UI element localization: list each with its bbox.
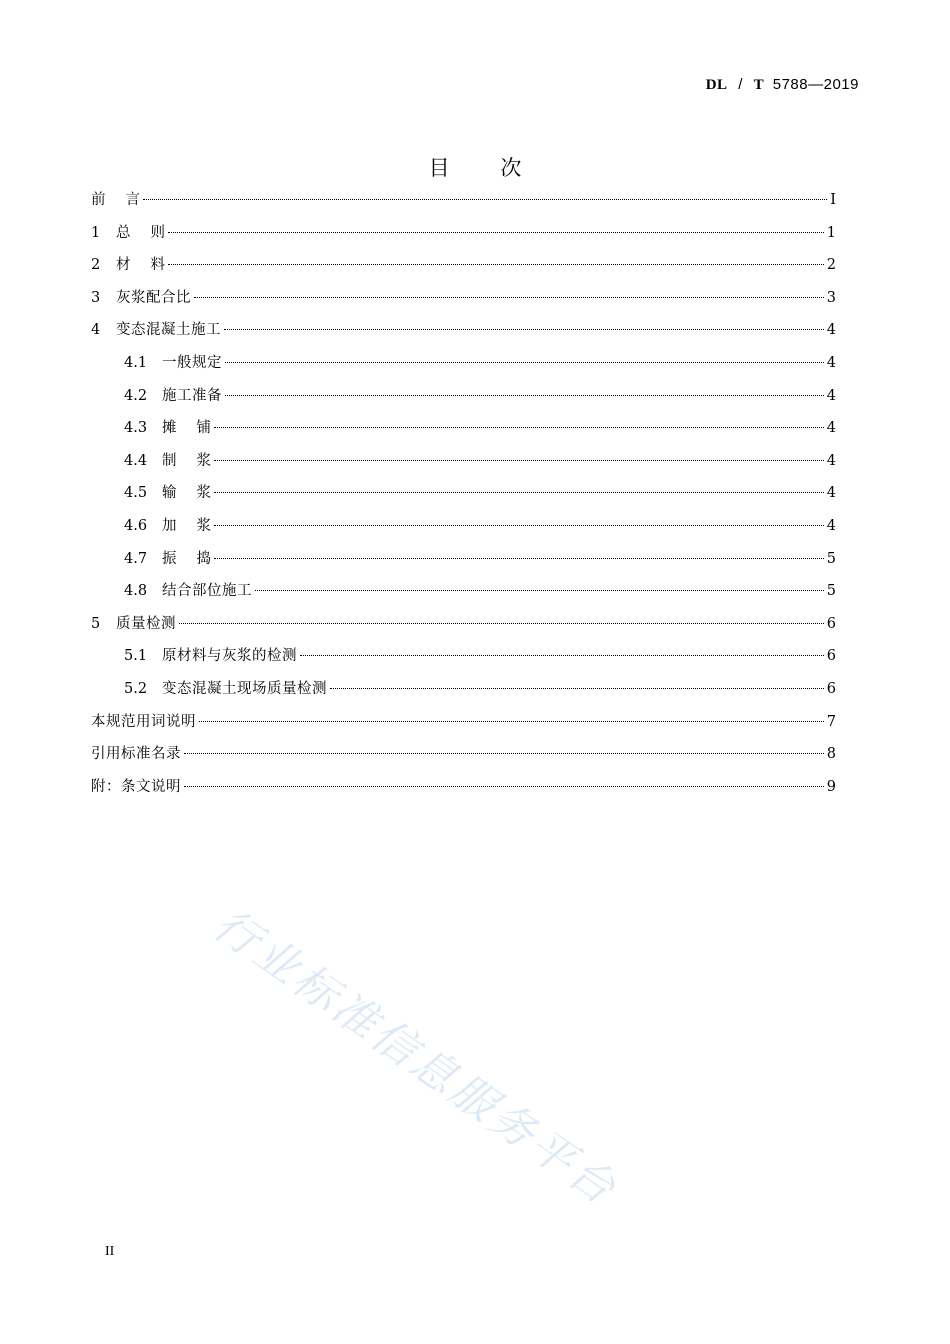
standard-code-header	[706, 76, 859, 94]
toc-entry-page: 2	[826, 257, 836, 274]
toc-entry-title: 一般规定	[162, 354, 222, 371]
toc-entry[interactable]	[91, 510, 836, 543]
toc-dot-leader	[214, 460, 824, 461]
toc-dot-leader	[225, 362, 824, 363]
page-title: 目 次	[428, 156, 544, 180]
toc-dot-leader	[194, 297, 824, 298]
toc-entry-title: 本规范用词说明	[91, 713, 196, 730]
toc-entry-title: 总则	[116, 224, 185, 241]
toc-entry-title: 输浆	[162, 485, 231, 502]
toc-entry-page: 4	[826, 420, 836, 437]
toc-entry-number: 5.2	[124, 680, 148, 697]
toc-entry[interactable]	[91, 347, 836, 380]
toc-entry-title: 结合部位施工	[162, 583, 252, 600]
toc-entry-title: 原材料与灰浆的检测	[162, 648, 297, 665]
toc-entry-number: 2	[91, 257, 101, 274]
toc-entry-page: 6	[826, 648, 836, 665]
toc-entry-title: 质量检测	[116, 615, 176, 632]
toc-entry[interactable]	[91, 640, 836, 673]
toc-entry-title: 引用标准名录	[91, 746, 181, 763]
toc-entry-number: 5.1	[124, 648, 148, 665]
toc-dot-leader	[300, 655, 824, 656]
toc-entry-page: 4	[826, 387, 836, 404]
toc-entry-page: 5	[826, 550, 836, 567]
toc-entry-number: 4.3	[124, 420, 148, 437]
toc-dot-leader	[225, 395, 824, 396]
toc-entry-page: 5	[826, 583, 836, 600]
standard-year: 2019	[823, 76, 859, 93]
toc-entry[interactable]	[91, 706, 836, 739]
toc-entry-page: 4	[826, 452, 836, 469]
page-number: II	[105, 1244, 115, 1259]
toc-entry[interactable]	[91, 217, 836, 250]
toc-entry[interactable]	[91, 282, 836, 315]
toc-entry-title: 变态混凝土现场质量检测	[162, 680, 327, 697]
toc-entry-title: 振捣	[162, 550, 231, 567]
toc-entry-number: 3	[91, 289, 101, 306]
toc-entry-number: 4.5	[124, 485, 148, 502]
standard-type: T	[753, 77, 765, 93]
toc-entry-number: 4	[91, 322, 101, 339]
toc-entry-page: 8	[826, 746, 836, 763]
table-of-contents	[91, 184, 836, 803]
toc-dot-leader	[224, 329, 824, 330]
watermark: 行业标准信息服务平台	[204, 899, 627, 1217]
toc-entry[interactable]	[91, 380, 836, 413]
toc-entry-page: 3	[826, 289, 836, 306]
toc-entry-page: 7	[826, 713, 836, 730]
toc-entry-page: 4	[826, 517, 836, 534]
toc-entry-page: 4	[826, 485, 836, 502]
toc-dot-leader	[184, 786, 824, 787]
toc-entry-number: 4.4	[124, 452, 148, 469]
toc-entry[interactable]	[91, 673, 836, 706]
toc-entry-title: 施工准备	[162, 387, 222, 404]
standard-separator: /	[738, 76, 743, 93]
toc-entry-page: 4	[826, 322, 836, 339]
toc-entry-page: 6	[826, 615, 836, 632]
toc-entry-number: 4.8	[124, 583, 148, 600]
toc-entry-title: 附：条文说明	[91, 778, 181, 795]
toc-entry-page: 1	[826, 224, 836, 241]
toc-entry-page: 6	[826, 680, 836, 697]
toc-entry[interactable]	[91, 738, 836, 771]
toc-entry-title: 灰浆配合比	[116, 289, 191, 306]
standard-dash: —	[808, 76, 824, 93]
toc-dot-leader	[214, 525, 824, 526]
toc-dot-leader	[214, 558, 824, 559]
toc-dot-leader	[179, 623, 824, 624]
toc-entry-number: 4.7	[124, 550, 148, 567]
toc-entry[interactable]	[91, 314, 836, 347]
toc-entry-title: 加浆	[162, 517, 231, 534]
toc-dot-leader	[214, 427, 824, 428]
toc-entry[interactable]	[91, 412, 836, 445]
toc-entry-title: 材料	[116, 257, 185, 274]
toc-entry-number: 4.1	[124, 354, 148, 371]
toc-dot-leader	[168, 264, 824, 265]
toc-entry-title: 摊铺	[162, 420, 231, 437]
toc-entry[interactable]	[91, 543, 836, 576]
toc-entry-number: 4.2	[124, 387, 148, 404]
toc-entry-page: 9	[826, 778, 836, 795]
toc-dot-leader	[330, 688, 824, 689]
toc-dot-leader	[255, 590, 824, 591]
toc-dot-leader	[168, 232, 824, 233]
toc-entry-title: 制浆	[162, 452, 231, 469]
toc-entry[interactable]	[91, 445, 836, 478]
toc-dot-leader	[214, 492, 824, 493]
toc-entry[interactable]	[91, 477, 836, 510]
toc-entry-page: 4	[826, 354, 836, 371]
toc-entry-number: 1	[91, 224, 101, 241]
toc-entry-number: 4.6	[124, 517, 148, 534]
toc-dot-leader	[184, 753, 824, 754]
standard-number: 5788	[772, 76, 809, 93]
toc-entry[interactable]	[91, 771, 836, 804]
toc-entry-number: 5	[91, 615, 101, 632]
toc-dot-leader	[199, 721, 824, 722]
toc-entry-title: 变态混凝土施工	[116, 322, 221, 339]
toc-entry[interactable]	[91, 575, 836, 608]
toc-entry[interactable]	[91, 249, 836, 282]
toc-entry-title: 前言	[91, 192, 160, 208]
toc-entry[interactable]	[91, 608, 836, 641]
toc-entry[interactable]	[91, 184, 836, 217]
toc-dot-leader	[143, 199, 827, 200]
toc-entry-page: I	[830, 192, 836, 208]
standard-org-code: DL	[705, 77, 728, 93]
